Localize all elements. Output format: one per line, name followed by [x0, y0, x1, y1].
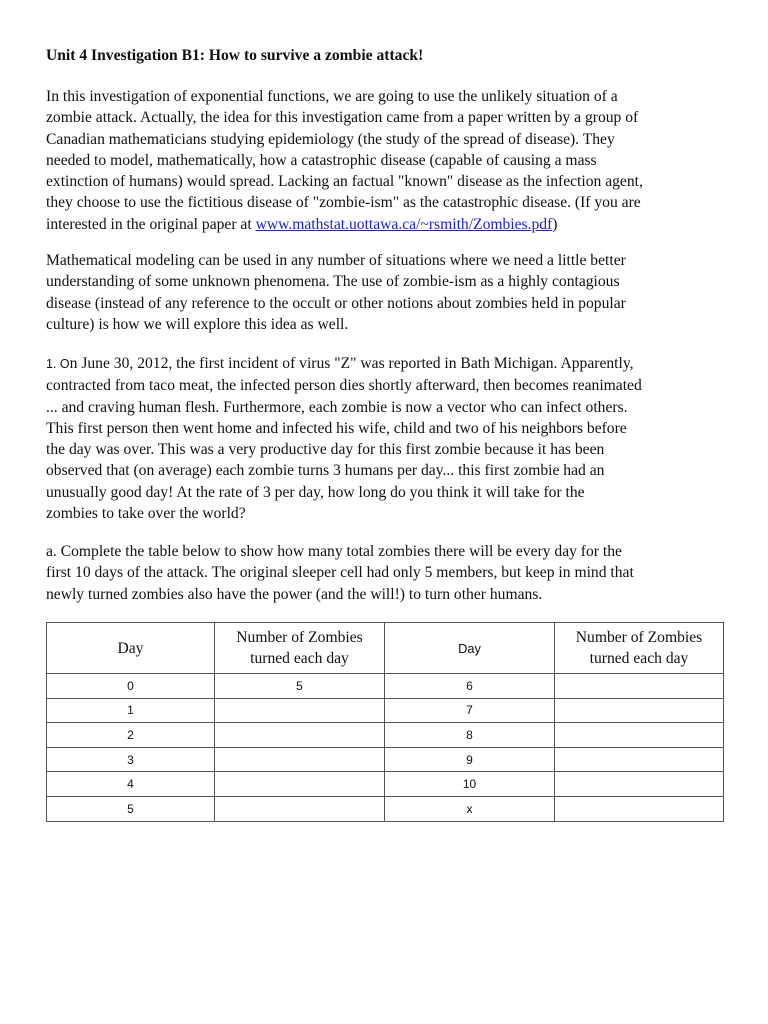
header-zombies-right — [555, 623, 724, 674]
question-1-line: observed that (on average) each zombie turns 3 humans per day... this first zombie had an — [46, 462, 605, 480]
question-1-line: unusually good day! At the rate of 3 per day, how long do you think it will take for the — [46, 483, 585, 501]
day-left-cell: 1 — [47, 698, 215, 723]
day-right-cell: 10 — [385, 772, 555, 797]
header-day-left: Day — [47, 623, 215, 674]
day-right-cell: 6 — [385, 674, 555, 699]
day-left-cell: 4 — [47, 772, 215, 797]
intro-link-prefix: interested in the original paper at — [46, 215, 256, 233]
day-right-cell: 9 — [385, 747, 555, 772]
table-header-row — [47, 623, 724, 674]
zombies-left-cell[interactable] — [215, 747, 385, 772]
question-1-line: ... and craving human flesh. Furthermore, each zombie is now a vector who can infect others. — [46, 398, 628, 416]
zombies-right-cell[interactable] — [555, 723, 724, 748]
question-1-line: This first person then went home and infected his wife, child and two of his neighbors before — [46, 419, 627, 437]
question-1-line: contracted from taco meat, the infected person dies shortly afterward, then becomes reanimated — [46, 377, 642, 395]
intro-link-suffix: ) — [552, 215, 558, 233]
table-row — [47, 796, 724, 821]
day-left-cell: 5 — [47, 796, 215, 821]
day-right-cell: x — [385, 796, 555, 821]
question-number: 1. O — [46, 357, 70, 371]
header-day-right: Day — [385, 623, 555, 674]
zombies-left-cell[interactable] — [215, 723, 385, 748]
page-title: Unit 4 Investigation B1: How to survive a zombie attack! — [46, 47, 424, 64]
table-row — [47, 772, 724, 797]
zombies-left-cell[interactable] — [215, 796, 385, 821]
question-1-first-line — [46, 353, 736, 375]
header-zombies-left — [215, 623, 385, 674]
part-a-paragraph — [46, 541, 736, 605]
header-zombies-right-line2: turned each day — [589, 650, 689, 667]
modeling-line: culture) is how we will explore this idea as well. — [46, 315, 349, 333]
intro-line: needed to model, mathematically, how a catastrophic disease (capable of causing a mass — [46, 151, 597, 169]
question-1-line: zombies to take over the world? — [46, 505, 246, 523]
zombies-right-cell[interactable] — [555, 674, 724, 699]
part-a-line: a. Complete the table below to show how many total zombies there will be every day for the — [46, 543, 622, 560]
table-row — [47, 698, 724, 723]
table-row — [47, 747, 724, 772]
zombie-table — [46, 622, 724, 822]
day-left-cell: 0 — [47, 674, 215, 699]
modeling-line: disease (instead of any reference to the occult or other notions about zombies held in popular — [46, 294, 626, 312]
part-a-line: first 10 days of the attack. The original sleeper cell had only 5 members, but keep in mind that — [46, 564, 634, 582]
day-right-cell: 7 — [385, 698, 555, 723]
intro-last-line — [46, 214, 736, 235]
question-1-paragraph — [46, 353, 736, 524]
zombies-right-cell[interactable] — [555, 698, 724, 723]
zombies-left-cell[interactable]: 5 — [215, 674, 385, 699]
intro-line: zombie attack. Actually, the idea for this investigation came from a paper written by a group of — [46, 109, 639, 127]
zombies-left-cell[interactable] — [215, 698, 385, 723]
question-1-line: the day was over. This was a very productive day for this first zombie because it has been — [46, 441, 605, 459]
intro-line: In this investigation of exponential functions, we are going to use the unlikely situation of a — [46, 88, 618, 105]
intro-line: Canadian mathematicians studying epidemiology (the study of the spread of disease). They — [46, 130, 615, 148]
header-zombies-left-line1: Number of Zombies — [236, 629, 363, 646]
modeling-line: Mathematical modeling can be used in any number of situations where we need a little better — [46, 252, 626, 269]
paper-link[interactable]: www.mathstat.uottawa.ca/~rsmith/Zombies.pdf — [255, 215, 553, 233]
intro-paragraph — [46, 86, 736, 235]
zombies-right-cell[interactable] — [555, 747, 724, 772]
question-1-first-text: n June 30, 2012, the first incident of virus "Z" was reported in Bath Michigan. Apparently, — [69, 355, 634, 372]
day-left-cell: 2 — [47, 723, 215, 748]
part-a-line: newly turned zombies also have the power (and the will!) to turn other humans. — [46, 585, 543, 603]
zombies-right-cell[interactable] — [555, 796, 724, 821]
zombies-left-cell[interactable] — [215, 772, 385, 797]
intro-line: extinction of humans) would spread. Lacking an factual "known" disease as the infection agent, — [46, 173, 643, 191]
header-zombies-left-line2: turned each day — [250, 650, 349, 667]
zombies-right-cell[interactable] — [555, 772, 724, 797]
modeling-line: understanding of some unknown phenomena. The use of zombie-ism as a highly contagious — [46, 273, 620, 291]
intro-line: they choose to use the fictitious disease of "zombie-ism" as the catastrophic disease. (If you are — [46, 194, 641, 212]
table-row — [47, 674, 724, 699]
table-row — [47, 723, 724, 748]
modeling-paragraph — [46, 250, 736, 335]
day-left-cell: 3 — [47, 747, 215, 772]
day-right-cell: 8 — [385, 723, 555, 748]
header-zombies-right-line1: Number of Zombies — [575, 629, 703, 646]
